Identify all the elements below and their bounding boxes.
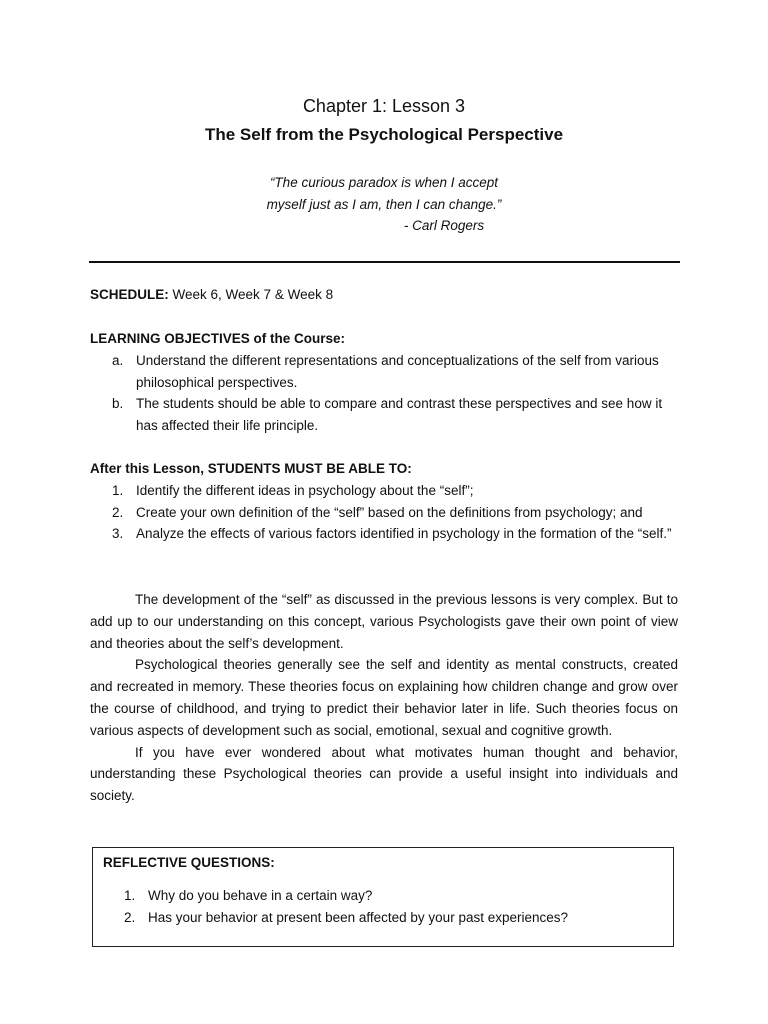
- list-item-text: Has your behavior at present been affected by your past experiences?: [148, 910, 569, 925]
- body-paragraph: Psychological theories generally see the self and identity as mental constructs, created and recreated in memory. These theories focus on explaining how children change and grow over the course of childhood, and trying to predict their behavior later in life. Such theories focus on various aspects of development such as social, emotional, sexual and cognitive growth.: [90, 657, 678, 738]
- reflective-questions-box: [92, 847, 674, 947]
- list-item-text: The students should be able to compare and contrast these perspectives and see how it has affected their life principle.: [136, 396, 663, 434]
- list-item-text: Understand the different representations and conceptualizations of the self from various philosophical perspectives.: [136, 352, 659, 390]
- list-item: [90, 393, 678, 437]
- list-item: [90, 502, 678, 524]
- learning-outcomes-section: [90, 458, 678, 545]
- list-marker: 2.: [112, 504, 124, 520]
- list-item-text: Analyze the effects of various factors identified in psychology in the formation of the “self.”: [136, 526, 672, 542]
- reflective-heading: REFLECTIVE QUESTIONS:: [103, 855, 275, 870]
- list-item: [90, 480, 678, 502]
- quote-author: - Carl Rogers: [403, 218, 485, 233]
- quote-line-1: “The curious paradox is when I accept: [269, 175, 499, 190]
- list-item-text: Identify the different ideas in psychology about the “self”;: [136, 482, 474, 498]
- list-item: [103, 907, 663, 929]
- quote-line-2: myself just as I am, then I can change.”: [266, 196, 502, 212]
- horizontal-divider: [89, 261, 680, 263]
- body-paragraph: If you have ever wondered about what motivates human thought and behavior, understanding these Psychological theories can provide a useful insight into individuals and society.: [90, 744, 678, 804]
- list-marker: 3.: [112, 526, 124, 542]
- outcomes-heading: After this Lesson, STUDENTS MUST BE ABLE TO:: [90, 461, 412, 476]
- list-marker: b.: [112, 396, 124, 412]
- reflective-list: [103, 885, 663, 929]
- objectives-list: [90, 350, 678, 437]
- list-item-text: Create your own definition of the “self” based on the definitions from psychology; and: [136, 504, 643, 520]
- chapter-label: Chapter 1: Lesson 3: [302, 96, 466, 116]
- epigraph-quote: [0, 172, 768, 237]
- list-marker: a.: [112, 352, 124, 368]
- list-item: [90, 523, 678, 545]
- lesson-title: The Self from the Psychological Perspective: [204, 125, 564, 144]
- schedule-value: Week 6, Week 7 & Week 8: [168, 287, 334, 302]
- list-item: [90, 350, 678, 394]
- list-marker: 1.: [112, 482, 124, 498]
- list-item: [103, 885, 663, 907]
- list-marker: 2.: [124, 910, 136, 925]
- objectives-heading: LEARNING OBJECTIVES of the Course:: [90, 331, 346, 346]
- list-marker: 1.: [124, 888, 136, 903]
- body-paragraph: The development of the “self” as discussed in the previous lessons is very complex. But to add up to our understanding on this concept, various Psychologists gave their own point of view and theories about the self’s development.: [90, 592, 678, 651]
- learning-objectives-section: [90, 328, 678, 437]
- schedule-line: [90, 284, 678, 306]
- outcomes-list: [90, 480, 678, 545]
- schedule-label: SCHEDULE:: [90, 287, 169, 302]
- body-text: [90, 589, 678, 807]
- list-item-text: Why do you behave in a certain way?: [148, 888, 373, 903]
